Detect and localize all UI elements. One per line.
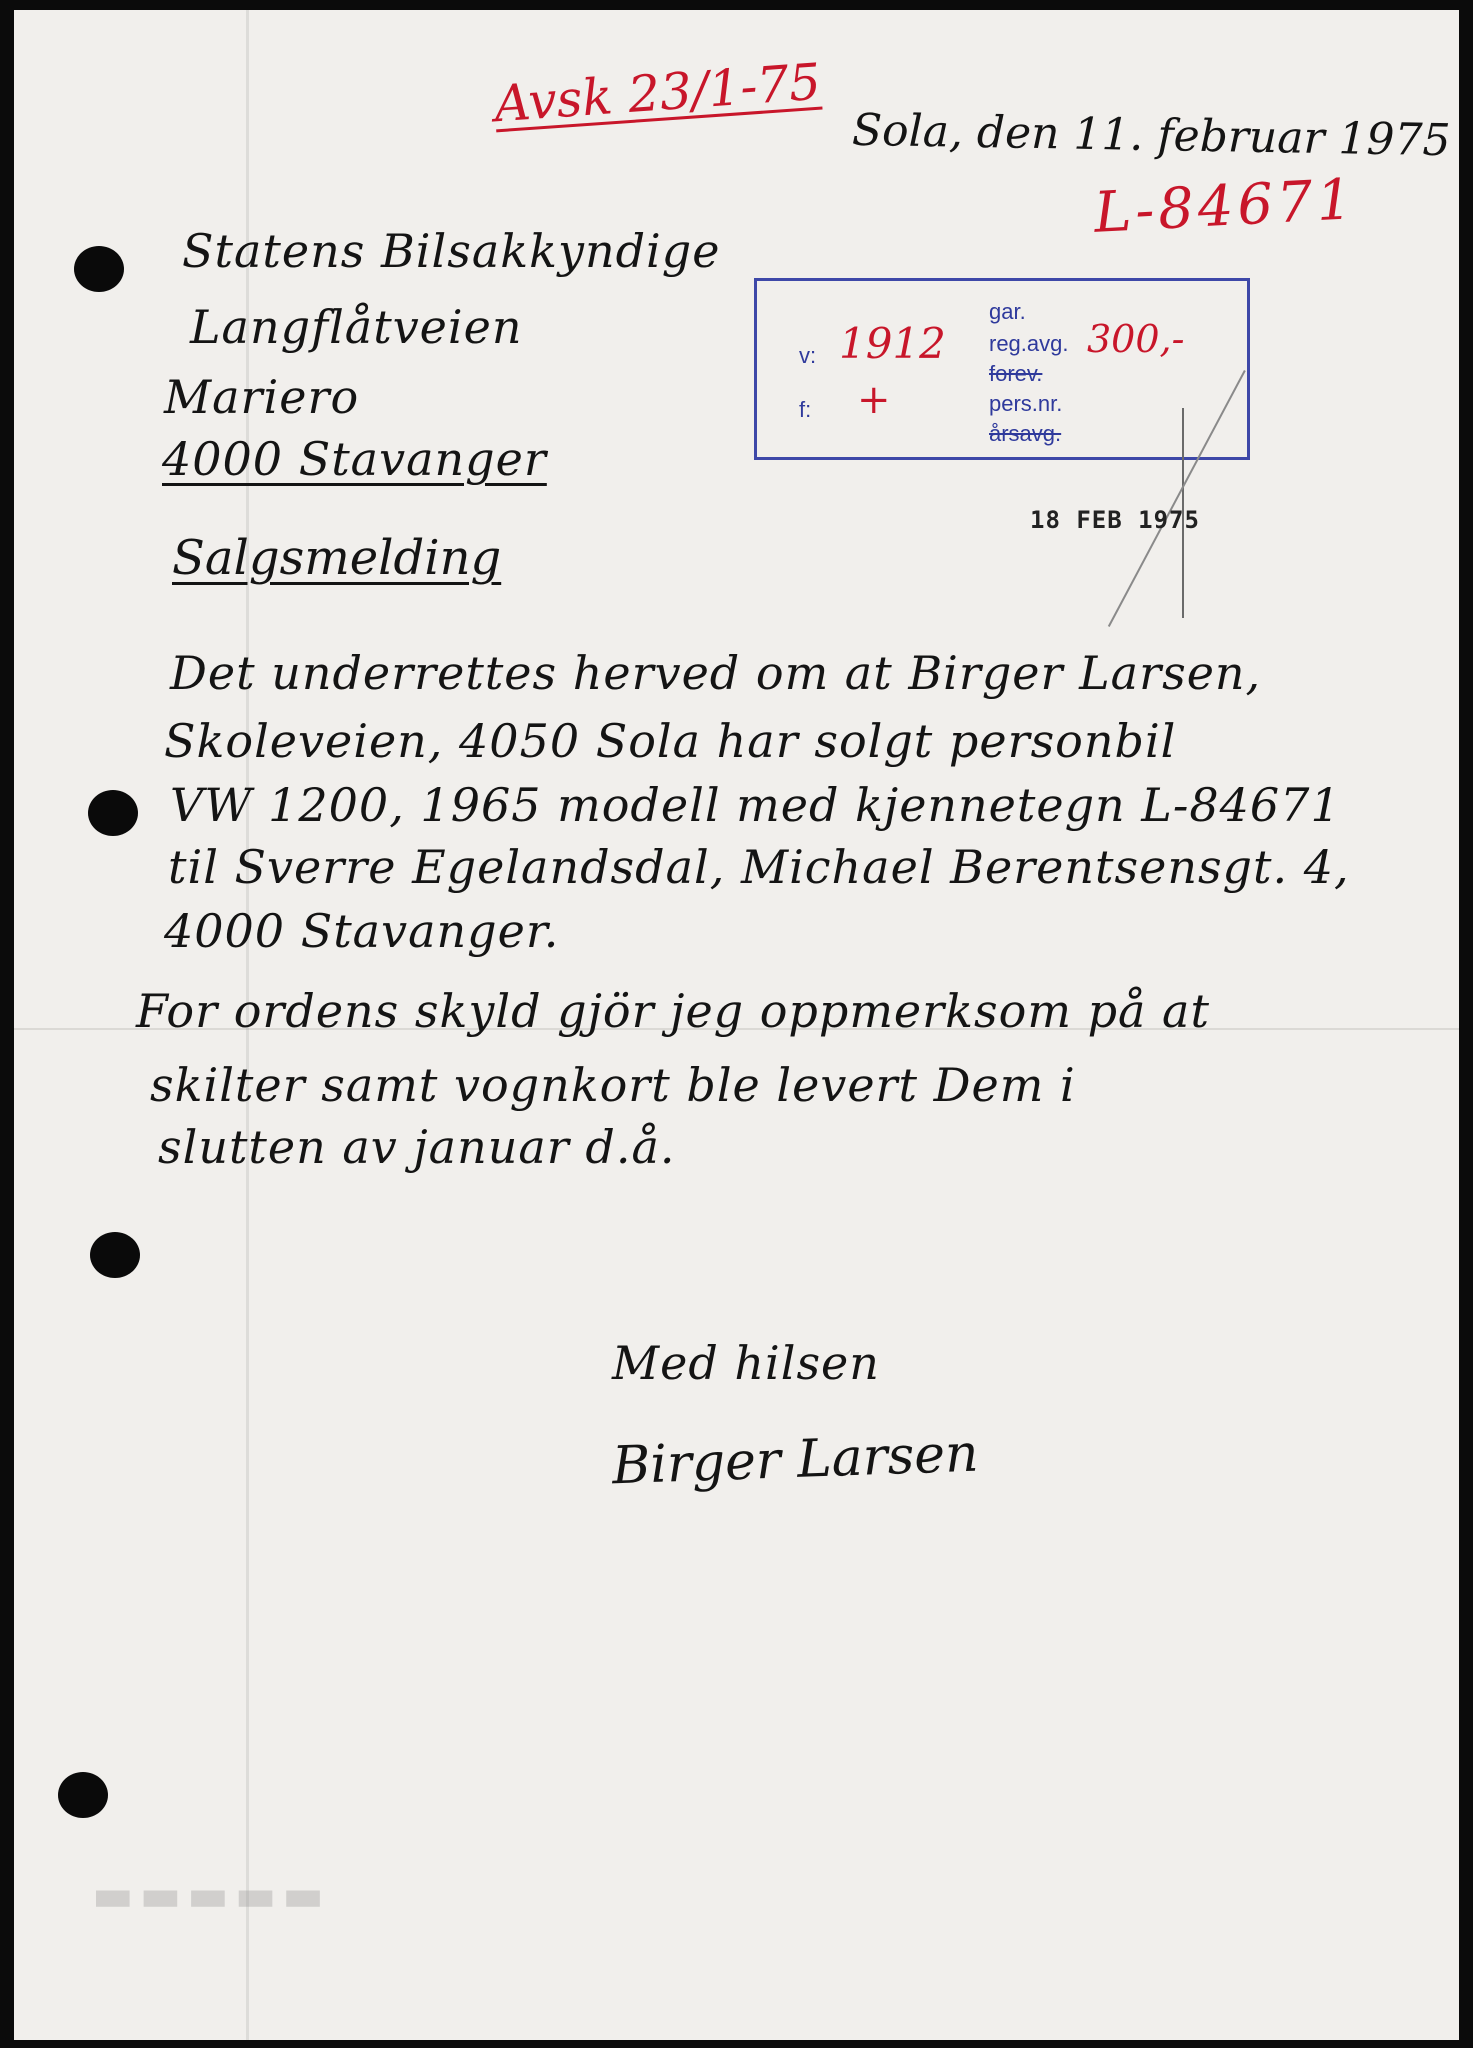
registration-number: L-84671 <box>1092 167 1358 246</box>
stamp-f-value: + <box>857 377 891 423</box>
received-date-stamp: 18 FEB 1975 <box>1030 506 1200 534</box>
closing-greeting: Med hilsen <box>612 1336 880 1390</box>
body-line-7: skilter samt vognkort ble levert Dem i <box>150 1058 1076 1112</box>
body-line-3: VW 1200, 1965 modell med kjennetegn L-84671 <box>170 778 1341 832</box>
archive-reference: Avsk 23/1-75 <box>492 52 823 134</box>
stamp-v-label: v: <box>799 343 817 368</box>
signature: Birger Larsen <box>611 1423 980 1497</box>
body-line-5: 4000 Stavanger. <box>164 904 560 958</box>
subject-heading: Salgsmelding <box>172 530 502 586</box>
recipient-line-1: Statens Bilsakkyndige <box>182 224 721 278</box>
stamp-pers-nr: pers.nr. <box>989 391 1063 416</box>
stamp-gar: gar. <box>989 299 1026 324</box>
body-line-1: Det underrettes herved om at Birger Larsen, <box>170 646 1262 700</box>
place-date: Sola, den 11. februar 1975 <box>851 104 1451 167</box>
stamp-reg-avg: reg.avg. <box>989 331 1069 356</box>
stamp-arsavg: årsavg. <box>989 421 1062 446</box>
recipient-line-3: Mariero <box>164 370 360 424</box>
body-line-6: For ordens skyld gjör jeg oppmerksom på at <box>136 984 1210 1038</box>
stamp-v-value: 1912 <box>839 319 946 368</box>
recipient-line-4: 4000 Stavanger <box>162 432 547 486</box>
stamp-reg-avg-value: 300,- <box>1087 317 1185 361</box>
document-sheet <box>14 10 1459 2040</box>
body-line-2: Skoleveien, 4050 Sola har solgt personbil <box>164 714 1177 768</box>
stamp-forev: forev. <box>989 361 1043 386</box>
stamp-f-label: f: <box>799 397 812 422</box>
body-line-4: til Sverre Egelandsdal, Michael Berentsensgt. 4, <box>168 840 1350 894</box>
recipient-line-2: Langflåtveien <box>190 300 523 354</box>
registration-stamp <box>754 278 1250 460</box>
punch-hole-3 <box>90 1232 140 1278</box>
punch-hole-2 <box>88 790 138 836</box>
bleed-through-text: ▬▬▬▬▬ <box>92 1870 330 1921</box>
punch-hole-4 <box>58 1772 108 1818</box>
body-line-8: slutten av januar d.å. <box>158 1120 676 1174</box>
punch-hole-1 <box>74 246 124 292</box>
